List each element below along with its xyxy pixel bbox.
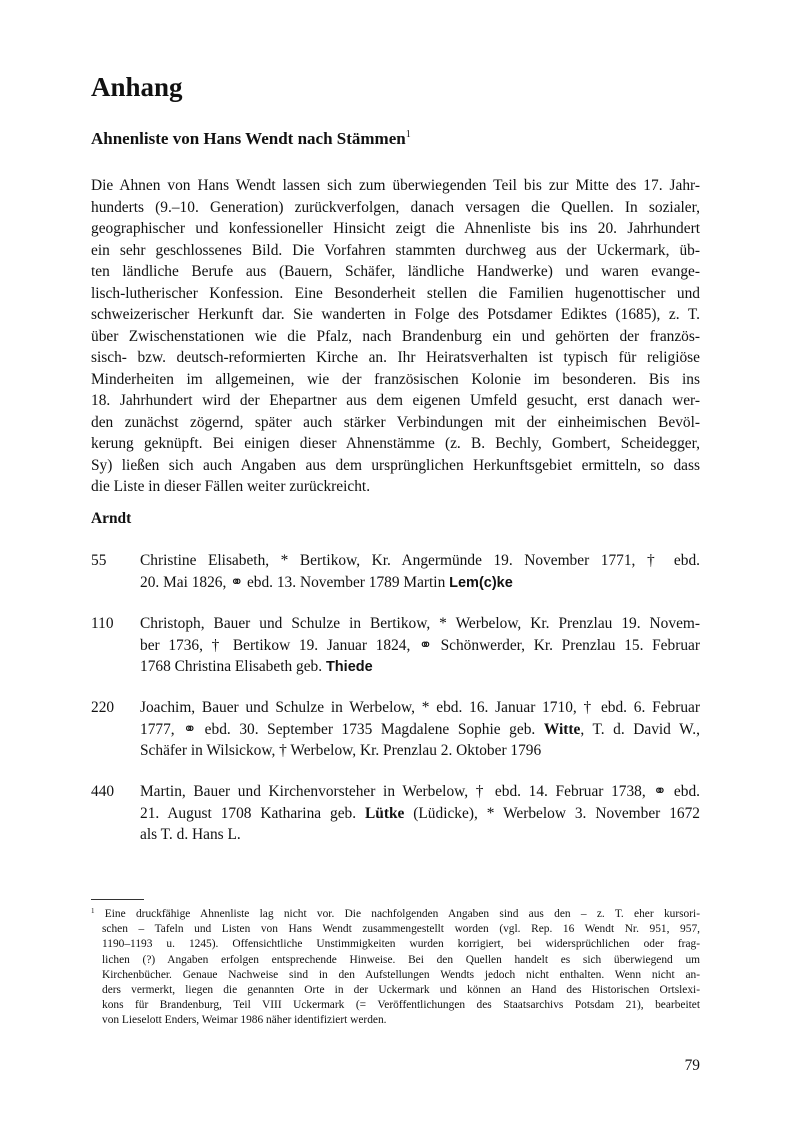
intro-line: kerung geknüpft. Bei einigen dieser Ahnenstämme (z. B. Bechly, Gombert, Scheidegger, [91,435,700,452]
entry-text [140,550,700,594]
entry-line: Joachim, Bauer und Schulze in Werbelow, * ebd. 16. Januar 1710, † ebd. 6. Februar [140,699,700,716]
ancestor-entry [91,697,700,763]
surname: Thiede [325,659,373,676]
section-title-arndt: Arndt [91,510,132,527]
intro-line: die Liste in dieser Fällen weiter zurückreicht. [91,478,371,495]
list-title-text: Ahnenliste von Hans Wendt nach Stämmen [91,129,406,148]
entry-text [140,781,700,846]
entry-line: als T. d. Hans L. [140,826,241,844]
intro-line: Die Ahnen von Hans Wendt lassen sich zum überwiegenden Teil bis zur Mitte des 17. Jahr- [91,177,700,194]
entry-number: 220 [91,699,115,716]
entry-line: Christoph, Bauer und Schulze in Bertikow, * Werbelow, Kr. Prenzlau 19. Novem- [140,615,700,632]
entry-text-run: , T. d. David W., [580,720,700,738]
intro-line: lisch-lutherischer Konfession. Eine Besonderheit stellen die Familien hugenottischer und [91,284,700,302]
intro-line: geographischer und konfessioneller Hinsicht zeigt die Ahnenliste bis ins 20. Jahrhundert [91,220,700,237]
entry-line [140,656,700,679]
footnote-line: 1190–1193 u. 1245). Offensichtliche Unstimmigkeiten wurden korrigiert, bei widersprüchlichen oder frag- [102,938,700,951]
footnote [91,907,700,1029]
entry-line: Schäfer in Wilsickow, † Werbelow, Kr. Prenzlau 2. Oktober 1796 [140,742,542,760]
intro-line: sisch- bzw. deutsch-reformierten Kirche an. Ihr Heiratsverhalten ist typisch für religiöse [91,349,700,366]
footnote-mark: 1 [91,907,95,915]
intro-line: über Zwischenstationen wie die Pfalz, nach Brandenburg ein und gehörten der französ- [91,327,700,345]
entry-number: 55 [91,552,107,569]
entry-text [140,613,700,679]
footnote-reference[interactable]: 1 [405,129,411,140]
ancestor-entry [91,613,700,679]
intro-line: 18. Jahrhundert wird der Ehepartner aus dem eigenen Umfeld gesucht, erst danach wer- [91,392,700,409]
entry-line: ber 1736, † Bertikow 19. Januar 1824, ⚭ Schönwerder, Kr. Prenzlau 15. Februar [140,636,700,654]
list-title [91,129,411,149]
entry-line [140,572,700,595]
footnote-line: von Lieselott Enders, Weimar 1986 näher identifiziert werden. [102,1014,387,1027]
entry-line: Christine Elisabeth, * Bertikow, Kr. Angermünde 19. November 1771, † ebd. [140,552,700,569]
ancestor-entry [91,781,700,847]
intro-line: Sy) ließen sich auch Angaben aus dem ursprünglichen Herkunftsgebiet ermitteln, so dass [91,456,700,474]
intro-line: schweizerischer Herkunft dar. Sie wanderten in Folge des Potsdamer Ediktes (1685), z. T. [91,306,700,323]
entry-text-run: 1777, ⚭ ebd. 30. September 1735 Magdalene Sophie geb. [140,720,544,738]
footnote-line: kons für Brandenburg, Teil VIII Uckermark (= Veröffentlichungen des Staatsarchivs Potsdam 21), bearbeitet [102,999,700,1012]
intro-line: hunderts (9.–10. Generation) zurückverfolgen, danach versagen die Quellen. In sozialer, [91,198,700,216]
intro-line: ten ländliche Berufe aus (Bauern, Schäfer, ländliche Handwerke) und waren evange- [91,263,700,280]
surname: Witte [543,720,581,738]
entry-line [140,719,700,741]
surname: Lem(c)ke [449,574,513,591]
entry-text [140,697,700,762]
entry-number: 110 [91,615,114,632]
entry-text-run: (Lüdicke), * Werbelow 3. November 1672 [404,804,700,822]
intro-paragraph [91,175,700,498]
footnote-line [91,907,700,922]
intro-line: ein sehr geschlossenes Bild. Die Vorfahren stammten durchweg aus der Uckermark, üb- [91,241,700,259]
footnote-line-text: Eine druckfähige Ahnenliste lag nicht vor. Die nachfolgenden Angaben sind aus den – z. T. eher kursori- [104,908,701,920]
entry-text-run: 1768 Christina Elisabeth geb. [140,658,326,676]
footnote-line: ders vermerkt, liegen die genannten Orte in der Uckermark und können an Hand des Historischen Ortslexi- [102,984,700,997]
footnote-line: Kirchenbücher. Genaue Nachweise sind in den Aufstellungen Wendts jedoch nicht enthalten. Wenn nicht an- [102,968,700,981]
page-heading: Anhang [91,72,183,102]
surname: Lütke [365,804,405,822]
ancestor-entry [91,550,700,594]
entry-text-run: 20. Mai 1826, ⚭ ebd. 13. November 1789 Martin [140,573,450,591]
page-number: 79 [684,1057,700,1074]
entry-number: 440 [91,783,115,800]
footnote-line: schen – Tafeln und Listen von Hans Wendt zusammengestellt worden (vgl. Rep. 16 Wendt Nr. 951, 957, [102,923,700,936]
footnote-divider [91,899,144,900]
entry-line: Martin, Bauer und Kirchenvorsteher in Werbelow, † ebd. 14. Februar 1738, ⚭ ebd. [140,783,700,800]
intro-line: den zunächst zögernd, später auch stärker Verbindungen mit der einheimischen Bevöl- [91,413,700,431]
intro-line: Minderheiten im allgemeinen, wie der französischen Kolonie im besonderen. Bis ins [91,370,700,388]
entry-text-run: 21. August 1708 Katharina geb. [140,804,366,822]
entry-line [140,803,700,825]
footnote-line: lichen (?) Angaben erfolgen entsprechende Hinweise. Bei den Quellen handelt es sich überwiegend um [102,953,700,966]
